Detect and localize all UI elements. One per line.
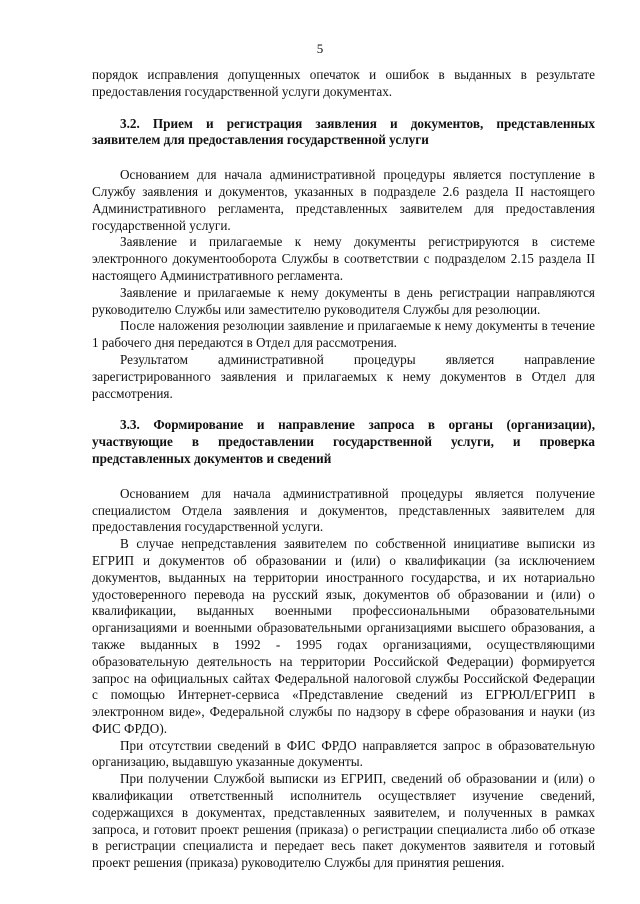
section-3-3-paragraph-4: При получении Службой выписки из ЕГРИП, сведений об образовании и (или) о квалификации ответственный исполнитель осуществляет изучение сведений, содержащихся в документах, представленных заявителем, и полученных в рамках запроса, и готовит проект решения (приказа) о регистрации специалиста либо об отказе в регистрации специалиста и передает весь пакет документов заявителя и готовый проект решения (приказа) руководителю Службы для принятия решения. [92,771,595,871]
section-3-2-heading: 3.2. Прием и регистрация заявления и документов, представленных заявителем для предоставления государственной услуги [92,115,595,148]
section-3-2-paragraph-3: Заявление и прилагаемые к нему документы в день регистрации направляются руководителю Службы или заместителю руководителя Службы для резолюции. [92,284,595,317]
page-number: 5 [316,41,324,56]
section-3-3-paragraph-1: Основанием для начала административной процедуры является получение специалистом Отдела заявления и документов, представленных заявителем для предоставления государственной услуги. [92,485,595,535]
intro-paragraph: порядок исправления допущенных опечаток и ошибок в выданных в результате предоставления государственной услуги документах. [92,67,595,99]
section-3-2-paragraph-2: Заявление и прилагаемые к нему документы регистрируются в системе электронного документооборота Службы в соответствии с подразделом 2.15 раздела II настоящего Административного регламента. [92,234,595,283]
section-3-3-paragraph-2: В случае непредставления заявителем по собственной инициативе выписки из ЕГРИП и документов об образовании и (или) о квалификации (за исключением документов, выданных на территории иностранного государства, и их нотариально удостоверенного перевода на русский язык, документов об образовании и (или) о квалификации, выданных военными профессиональными образовательными организациями и военными образовательными организациями высшего образования, а также выданных в 1992 - 1995 годах организациями, осуществляющими образовательную деятельность на территории Российской Федерации) формируется запрос на официальных сайтах Федеральной налоговой службы Российской Федерации с помощью Интернет-сервиса «Представление сведений из ЕГРЮЛ/ЕГРИП в электронном виде», Федеральной службы по надзору в сфере образования и науки (из ФИС ФРДО). [92,536,595,736]
section-3-3-paragraph-3: При отсутствии сведений в ФИС ФРДО направляется запрос в образовательную организацию, выдавшую указанные документы. [92,737,595,770]
section-3-2-paragraph-4: После наложения резолюции заявление и прилагаемые к нему документы в течение 1 рабочего дня передаются в Отдел для рассмотрения. [92,318,595,351]
section-3-3-heading: 3.3. Формирование и направление запроса в органы (организации), участвующие в предоставлении государственной услуги, и проверка представленных документов и сведений [92,417,595,466]
document-body [92,67,595,872]
section-3-2-paragraph-5: Результатом административной процедуры является направление зарегистрированного заявления и прилагаемых к нему документов в Отдел для рассмотрения. [92,351,595,401]
section-3-2-paragraph-1: Основанием для начала административной процедуры является поступление в Службу заявления и документов, указанных в подразделе 2.6 раздела II настоящего Административного регламента, представленных заявителем для предоставления государственной услуги. [92,167,595,233]
